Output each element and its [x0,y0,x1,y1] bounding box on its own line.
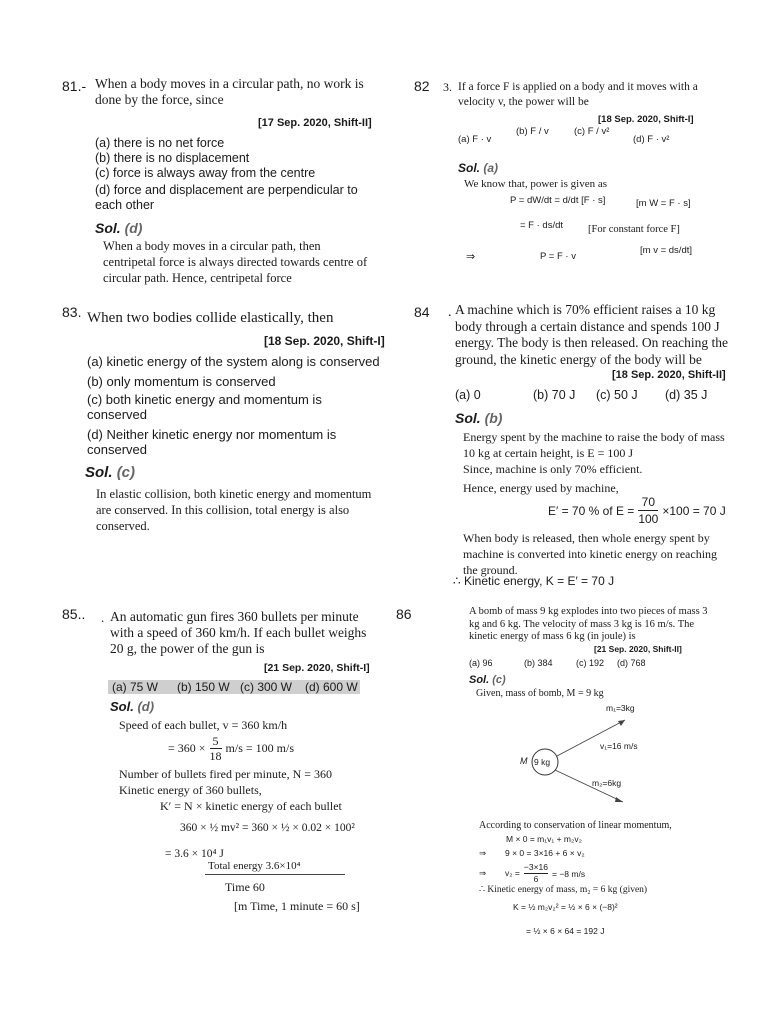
option-d: (d) force and displacement are perpendicular to each other [95,183,358,212]
solution-label: Sol. (c) [85,464,136,481]
exam-source: [21 Sep. 2020, Shift-I] [264,662,370,674]
equation: ⇒ 9 × 0 = 3×16 + 6 × v₂ [479,848,585,858]
implies-arrow: ⇒ [466,251,476,263]
explosion-diagram [505,700,685,820]
solution-text: Given, mass of bomb, M = 9 kg [476,688,604,699]
solution-label: Sol. (d) [95,220,143,236]
solution-text: Energy spent by the machine to raise the body of mass 10 kg at certain height, is E = 100 J [463,430,725,460]
label-m1: m₁=3kg [606,703,635,713]
exam-source: [17 Sep. 2020, Shift-II] [258,117,372,129]
equation: E′ = 70 % of E = $\frac{70}{100}$ ×100 = 70 J [548,495,726,526]
option-b: (b) 384 [524,658,553,668]
equation: Time 60 [225,880,265,894]
option-a: (a) F · v [458,134,492,145]
fraction-bar [205,874,345,875]
equation: ⇒ v₂ = $\frac{-3\times 16}{6}$ = −8 m/s [479,862,586,884]
equation-note: [m W = F · s] [636,198,691,209]
option-a: (a) 75 W [112,680,159,694]
solution-text: When body is released, then whole energy spent by machine is converted into kinetic energy on reaching the ground. [463,531,718,577]
solution-label: Sol. (c) [469,674,506,686]
solution-text: ∴ Kinetic energy, K = E′ = 70 J [453,574,615,588]
equation-note: [m v = ds/dt] [640,245,693,256]
exam-source: [21 Sep. 2020, Shift-II] [594,644,682,654]
question-text: When two bodies collide elastically, then [87,310,334,326]
question-prefix: 3. [443,80,452,94]
solution-text: According to conservation of linear momentum, [479,820,672,831]
option-c: (c) 300 W [240,680,293,694]
equation: M × 0 = m₁v₁ + m₂v₂ [506,834,582,844]
option-d: (d) 35 J [665,388,708,402]
question-number: 81.- [62,78,87,94]
equation-note: [For constant force F] [588,224,680,235]
option-d: (d) 600 W [305,680,358,694]
equation: = 3.6 × 10⁴ J [165,848,224,860]
option-b: (b) there is no displacement [95,151,250,165]
option-a: (a) 96 [469,658,493,668]
exam-source: [18 Sep. 2020, Shift-II] [612,369,726,381]
option-a: (a) 0 [455,388,481,402]
solution-label: Sol. (d) [110,699,155,714]
option-b: (b) only momentum is conserved [87,374,276,389]
option-c: (c) 50 J [596,388,638,402]
equation: 360 × ½ mv² = 360 × ½ × 0.02 × 100² [180,822,355,834]
solution-text: We know that, power is given as [464,178,607,190]
solution-label: Sol. (a) [458,161,499,175]
question-text: If a force F is applied on a body and it moves with a velocity v, the power will be [458,81,698,108]
option-a: (a) there is no net force [95,136,225,150]
option-d: (d) F · v² [633,134,670,145]
exam-source: [18 Sep. 2020, Shift-I] [598,114,694,125]
solution-text: Hence, energy used by machine, [463,481,619,495]
option-b: (b) F / v [516,126,549,137]
option-a: (a) kinetic energy of the system along is conserved [87,354,380,369]
equation: = 360 × $\frac{5}{18}$ m/s = 100 m/s [168,734,294,763]
option-b: (b) 150 W [177,680,230,694]
question-number: 84 [414,304,430,320]
label-v1: v₁=16 m/s [600,741,638,751]
solution-text: [m Time, 1 minute = 60 s] [234,899,360,913]
solution-text: ∴ Kinetic energy of mass, m₂ = 6 kg (given) [479,885,648,895]
option-c: (c) 192 [576,658,605,668]
solution-label: Sol. (b) [455,410,503,426]
solution-text: When a body moves in a circular path, then centripetal force is always directed towards centre of circular path. Hence, centripetal force [103,239,368,285]
option-d: (d) 768 [617,658,646,668]
solution-text: K′ = N × kinetic energy of each bullet [160,799,342,813]
equation: Total energy 3.6×10⁴ [208,860,301,872]
solution-text: In elastic collision, both kinetic energy and momentum are conserved. In this collision, total energy is also conserved. [96,487,372,533]
question-number: 82 [414,78,430,94]
equation: P = dW/dt = d/dt [F · s] [510,195,606,206]
exam-source: [18 Sep. 2020, Shift-I] [264,334,385,348]
label-bomb-mass: 9 kg [534,757,551,767]
solution-text: Speed of each bullet, v = 360 km/h [119,718,288,732]
equation: = F · ds/dt [520,220,564,231]
question-number: 85.. [62,606,86,622]
label-M: M [520,756,528,766]
question-text: A machine which is 70% efficient raises a 10 kg body through a certain distance and spends 100 J energy. The body is then released. On reaching the ground, the kinetic energy of the body will be [455,302,729,367]
equation: K = ½ m₂v₂² = ½ × 6 × (−8)² [513,902,618,912]
question-text: When a body moves in a circular path, no work is done by the force, since [95,76,364,107]
equation: P = F · v [540,251,576,262]
label-m2: m₂=6kg [592,778,622,788]
question-number: 83. [62,304,82,320]
question-text: A bomb of mass 9 kg explodes into two pieces of mass 3 kg and 6 kg. The velocity of mass 3 kg is 16 m/s. The kinetic energy of mass 6 kg (in joule) is [469,606,708,642]
option-c: (c) F / v² [574,126,610,137]
solution-text: Since, machine is only 70% efficient. [463,462,643,476]
solution-text: Number of bullets fired per minute, N = 360 [119,767,333,781]
equation: = ½ × 6 × 64 = 192 J [526,926,605,936]
question-number: 86 [396,606,412,622]
option-c: (c) force is always away from the centre [95,166,316,180]
option-d: (d) Neither kinetic energy nor momentum is conserved [87,427,337,457]
arrow-head-2 [615,797,623,802]
option-b: (b) 70 J [533,388,576,402]
solution-text: Kinetic energy of 360 bullets, [119,783,262,797]
option-c: (c) both kinetic energy and momentum is conserved [87,392,322,422]
question-text: An automatic gun fires 360 bullets per minute with a speed of 360 km/h. If each bullet weighs 20 g, the power of the gun is [110,609,367,656]
